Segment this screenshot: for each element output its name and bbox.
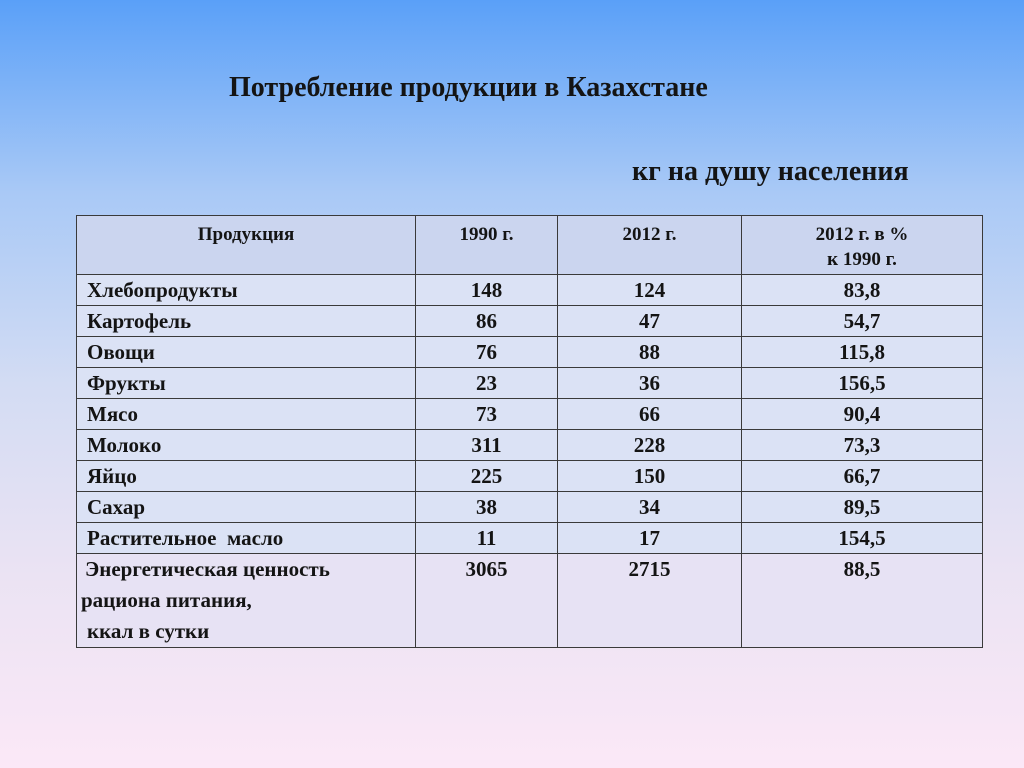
value-1990-cell: 11: [416, 523, 558, 554]
value-2012-cell: 124: [558, 275, 742, 306]
value-2012-cell: 47: [558, 306, 742, 337]
product-cell: Фрукты: [77, 368, 416, 399]
value-2012-cell: 66: [558, 399, 742, 430]
energy-row: [77, 554, 983, 648]
table-header-row: [77, 216, 983, 275]
table-row: [77, 399, 983, 430]
percent-cell: 83,8: [742, 275, 983, 306]
percent-cell: 156,5: [742, 368, 983, 399]
value-2012-cell: 150: [558, 461, 742, 492]
header-2012: 2012 г.: [558, 216, 742, 275]
energy-label-line-1: Энергетическая ценность: [85, 557, 330, 581]
product-cell: Растительное масло: [77, 523, 416, 554]
percent-cell: 73,3: [742, 430, 983, 461]
slide-title: Потребление продукции в Казахстане: [229, 72, 708, 103]
units-subtitle: кг на душу населения: [632, 156, 909, 187]
value-2012-cell: 36: [558, 368, 742, 399]
table-row: [77, 306, 983, 337]
value-1990-cell: 86: [416, 306, 558, 337]
consumption-table: [76, 215, 983, 648]
percent-cell: 115,8: [742, 337, 983, 368]
table-row: [77, 368, 983, 399]
product-cell: Хлебопродукты: [77, 275, 416, 306]
energy-label-line-3: ккал в сутки: [87, 619, 210, 643]
percent-cell: 90,4: [742, 399, 983, 430]
value-1990-cell: 23: [416, 368, 558, 399]
table-row: [77, 430, 983, 461]
header-percent-line-1: 2012 г. в %: [815, 224, 909, 245]
energy-percent-cell: 88,5: [742, 554, 983, 648]
header-1990: 1990 г.: [416, 216, 558, 275]
percent-cell: 54,7: [742, 306, 983, 337]
value-1990-cell: 73: [416, 399, 558, 430]
product-cell: Сахар: [77, 492, 416, 523]
table-row: [77, 275, 983, 306]
table-row: [77, 492, 983, 523]
header-percent: [742, 216, 983, 275]
product-cell: Мясо: [77, 399, 416, 430]
header-product: Продукция: [77, 216, 416, 275]
energy-product-cell: [77, 554, 416, 648]
value-1990-cell: 148: [416, 275, 558, 306]
table-row: [77, 523, 983, 554]
value-2012-cell: 17: [558, 523, 742, 554]
product-cell: Яйцо: [77, 461, 416, 492]
energy-2012-cell: 2715: [558, 554, 742, 648]
energy-label-line-2: рациона питания,: [81, 588, 252, 612]
product-cell: Молоко: [77, 430, 416, 461]
table-row: [77, 461, 983, 492]
percent-cell: 154,5: [742, 523, 983, 554]
value-1990-cell: 38: [416, 492, 558, 523]
value-2012-cell: 88: [558, 337, 742, 368]
percent-cell: 66,7: [742, 461, 983, 492]
value-1990-cell: 311: [416, 430, 558, 461]
value-1990-cell: 76: [416, 337, 558, 368]
energy-1990-cell: 3065: [416, 554, 558, 648]
value-2012-cell: 34: [558, 492, 742, 523]
table-row: [77, 337, 983, 368]
product-cell: Картофель: [77, 306, 416, 337]
header-percent-line-2: к 1990 г.: [827, 249, 897, 270]
product-cell: Овощи: [77, 337, 416, 368]
percent-cell: 89,5: [742, 492, 983, 523]
value-2012-cell: 228: [558, 430, 742, 461]
value-1990-cell: 225: [416, 461, 558, 492]
